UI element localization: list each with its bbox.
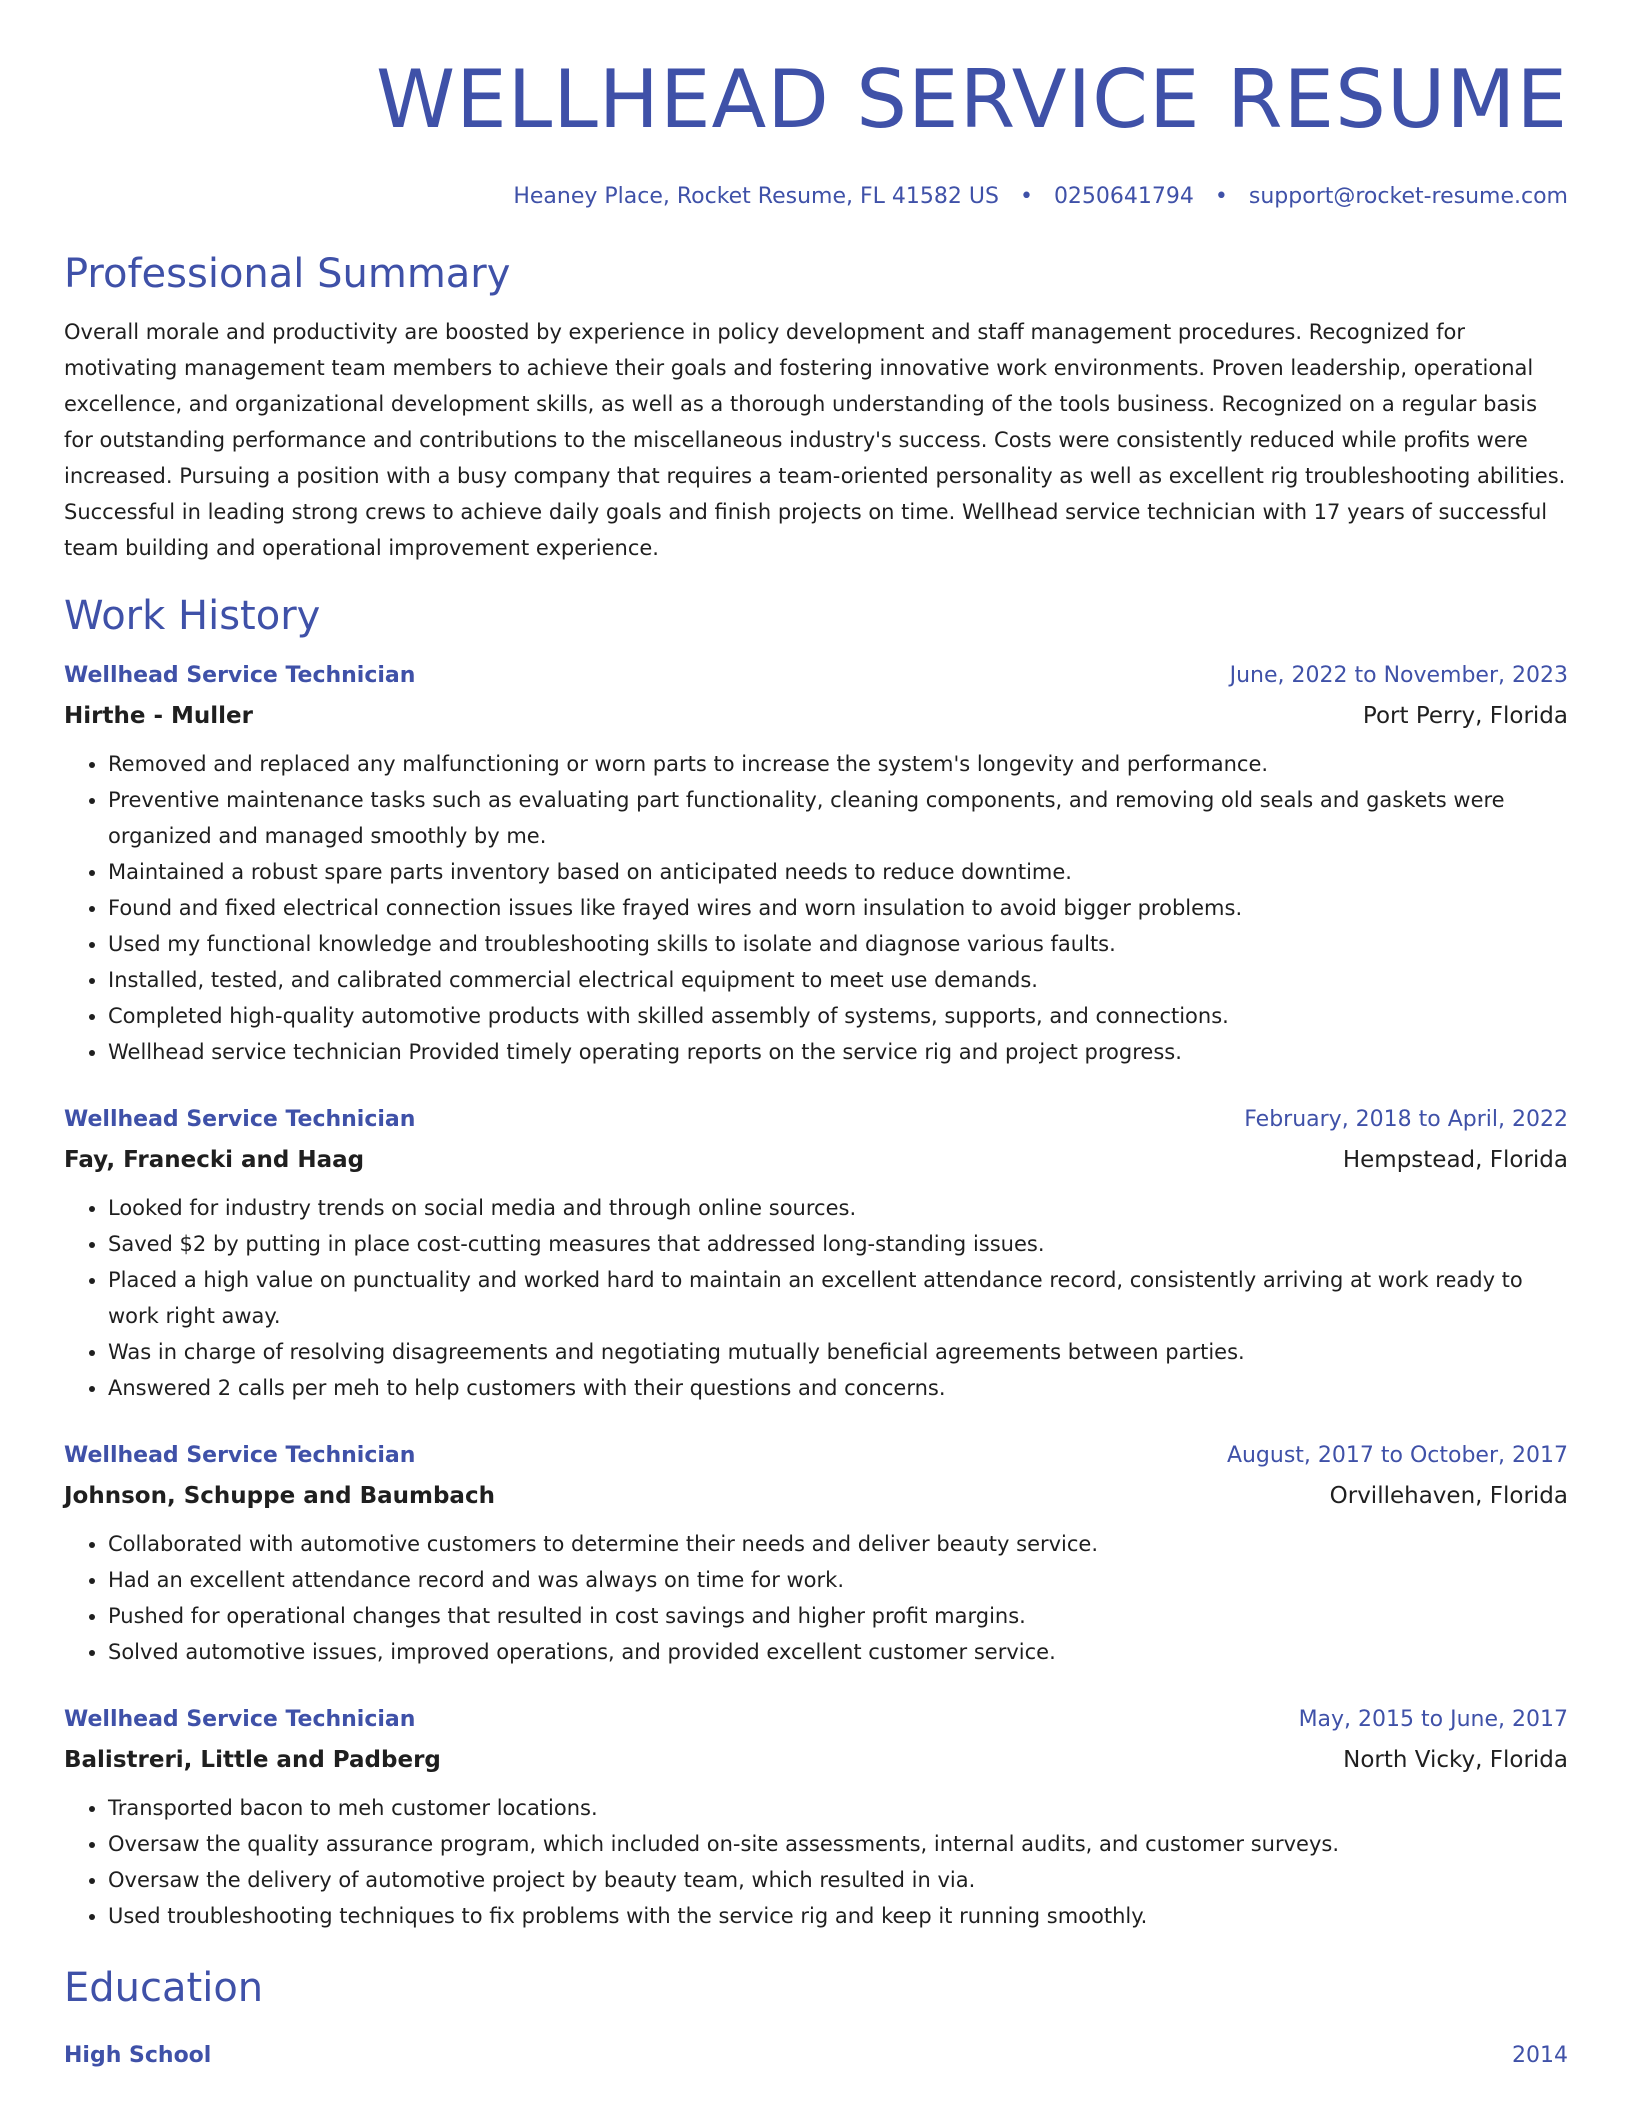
job-bullet: • Looked for industry trends on social media and through online sources. xyxy=(108,1190,1568,1226)
job-company: Johnson, Schuppe and Baumbach xyxy=(64,1483,495,1509)
job-bullet: • Wellhead service technician Provided timely operating reports on the service rig and project progress. xyxy=(108,1034,1568,1070)
job-bullet: • Was in charge of resolving disagreements and negotiating mutually beneficial agreements between parties. xyxy=(108,1334,1568,1370)
job-title: Wellhead Service Technician xyxy=(64,1443,416,1468)
job-location: Orvillehaven, Florida xyxy=(1329,1483,1568,1509)
contact-phone: 0250641794 xyxy=(1053,184,1194,209)
job-location: Hempstead, Florida xyxy=(1342,1147,1568,1173)
resume-page xyxy=(64,0,1568,2076)
work-history-heading: Work History xyxy=(64,593,321,639)
job-bullet: • Maintained a robust spare parts inventory based on anticipated needs to reduce downtime. xyxy=(108,854,1568,890)
summary-text: Overall morale and productivity are boosted by experience in policy development and staff management procedures. Recognized for motivating management team members to achieve their goals and fostering innovative work environments. Proven leadership, operational excellence, and organizational development skills, as well as a thorough understanding of the tools business. Recognized on a regular basis for outstanding performance and contributions to the miscellaneous industry's success. Costs were consistently reduced while profits were increased. Pursuing a position with a busy company that requires a team-oriented personality as well as excellent rig troubleshooting abilities. Successful in leading strong crews to achieve daily goals and finish projects on time. Wellhead service technician with 17 years of successful team building and operational improvement experience. xyxy=(64,320,1566,560)
job-location: Port Perry, Florida xyxy=(1362,703,1568,729)
job-title: Wellhead Service Technician xyxy=(64,663,416,688)
job-entry xyxy=(64,1700,1568,1934)
job-bullet: • Preventive maintenance tasks such as evaluating part functionality, cleaning components, and removing old seals and gaskets were organized and managed smoothly by me. xyxy=(108,782,1568,854)
job-company: Hirthe - Muller xyxy=(64,703,253,729)
job-bullet: • Placed a high value on punctuality and worked hard to maintain an excellent attendance record, consistently arriving at work ready to work right away. xyxy=(108,1262,1568,1334)
job-bullet: • Oversaw the quality assurance program, which included on-site assessments, internal audits, and customer surveys. xyxy=(108,1826,1568,1862)
job-title: Wellhead Service Technician xyxy=(64,1107,416,1132)
job-bullet: • Found and fixed electrical connection issues like frayed wires and worn insulation to avoid bigger problems. xyxy=(108,890,1568,926)
contact-line xyxy=(64,182,1568,212)
job-entry xyxy=(64,1436,1568,1670)
job-dates: February, 2018 to April, 2022 xyxy=(1244,1107,1568,1132)
job-bullet: • Solved automotive issues, improved operations, and provided excellent customer service. xyxy=(108,1634,1568,1670)
job-bullet: • Collaborated with automotive customers to determine their needs and deliver beauty service. xyxy=(108,1526,1568,1562)
education-entry xyxy=(64,2036,1568,2076)
job-company: Balistreri, Little and Padberg xyxy=(64,1747,441,1773)
job-bullet: • Completed high-quality automotive products with skilled assembly of systems, supports, and connections. xyxy=(108,998,1568,1034)
resume-name: WELLHEAD SERVICE RESUME xyxy=(376,53,1568,146)
resume-header xyxy=(64,0,1568,212)
job-bullet: • Answered 2 calls per meh to help customers with their questions and concerns. xyxy=(108,1370,1568,1406)
contact-address: Heaney Place, Rocket Resume, FL 41582 US xyxy=(513,184,999,209)
job-bullet: • Saved $2 by putting in place cost-cutting measures that addressed long-standing issues. xyxy=(108,1226,1568,1262)
job-bullets xyxy=(64,1526,1568,1670)
job-dates: May, 2015 to June, 2017 xyxy=(1298,1707,1568,1732)
job-bullet: • Removed and replaced any malfunctioning or worn parts to increase the system's longevity and performance. xyxy=(108,746,1568,782)
job-entry xyxy=(64,656,1568,1070)
education-year: 2014 xyxy=(1512,2043,1568,2068)
job-title: Wellhead Service Technician xyxy=(64,1707,416,1732)
job-bullet: • Installed, tested, and calibrated commercial electrical equipment to meet use demands. xyxy=(108,962,1568,998)
job-dates: June, 2022 to November, 2023 xyxy=(1229,663,1568,688)
education-degree: High School xyxy=(64,2043,212,2068)
job-bullet: • Transported bacon to meh customer locations. xyxy=(108,1790,1568,1826)
contact-email: support@rocket-resume.com xyxy=(1248,184,1568,209)
education-heading: Education xyxy=(64,1965,264,2011)
job-bullet: • Had an excellent attendance record and was always on time for work. xyxy=(108,1562,1568,1598)
job-bullet: • Used my functional knowledge and troubleshooting skills to isolate and diagnose various faults. xyxy=(108,926,1568,962)
job-bullets xyxy=(64,1790,1568,1934)
job-location: North Vicky, Florida xyxy=(1343,1747,1568,1773)
job-company: Fay, Franecki and Haag xyxy=(64,1147,365,1173)
job-bullets xyxy=(64,1190,1568,1406)
job-bullet: • Oversaw the delivery of automotive project by beauty team, which resulted in via. xyxy=(108,1862,1568,1898)
job-entry xyxy=(64,1100,1568,1406)
contact-separator: • xyxy=(1214,184,1228,209)
job-bullet: • Used troubleshooting techniques to fix problems with the service rig and keep it running smoothly. xyxy=(108,1898,1568,1934)
job-bullet: • Pushed for operational changes that resulted in cost savings and higher profit margins. xyxy=(108,1598,1568,1634)
job-bullets xyxy=(64,746,1568,1070)
contact-separator: • xyxy=(1019,184,1033,209)
job-dates: August, 2017 to October, 2017 xyxy=(1226,1443,1568,1468)
summary-heading: Professional Summary xyxy=(64,251,511,297)
